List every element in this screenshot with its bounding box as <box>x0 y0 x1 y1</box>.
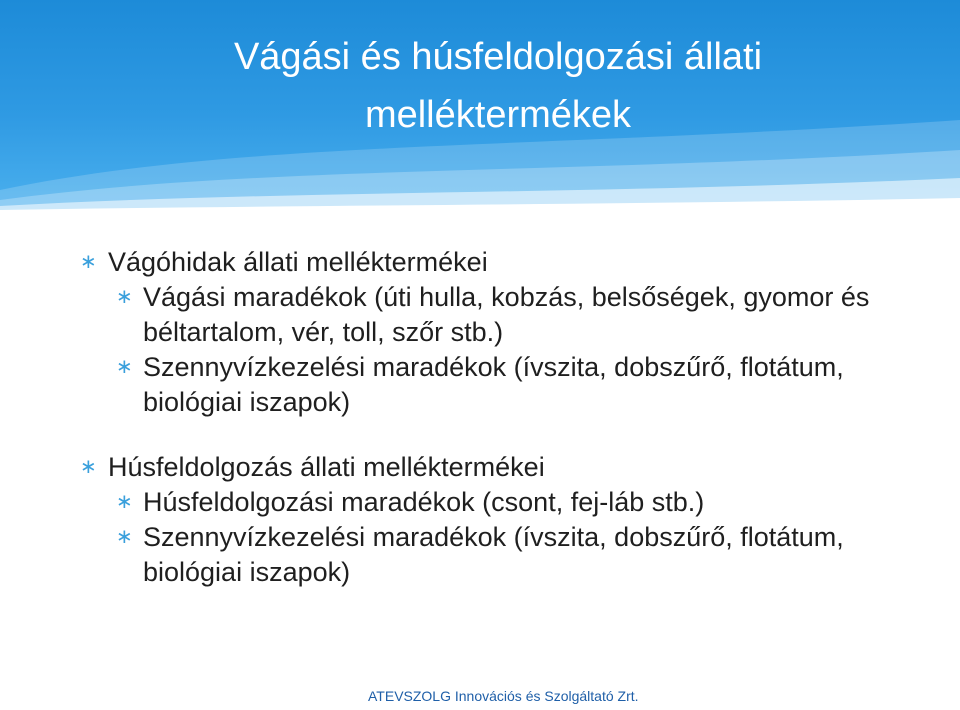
slide-title: Vágási és húsfeldolgozási állati melléktermékek <box>233 36 763 136</box>
bullet-icon: ∗ <box>116 286 133 308</box>
bullet-icon: ∗ <box>116 356 133 378</box>
section-heading-text: Húsfeldolgozás állati melléktermékei <box>108 452 545 482</box>
section-heading-text: Vágóhidak állati melléktermékei <box>108 247 488 277</box>
list-item-text: Szennyvízkezelési maradékok (ívszita, dobszűrő, flotátum, biológiai iszapok) <box>143 352 844 417</box>
list-item <box>0 280 960 350</box>
footer-credit: ATEVSZOLG Innovációs és Szolgáltató Zrt. <box>368 688 639 704</box>
list-item <box>0 350 960 420</box>
bullet-icon: ∗ <box>80 251 97 273</box>
bullet-icon: ∗ <box>116 526 133 548</box>
slide-body <box>0 245 960 590</box>
section-spacer <box>0 420 960 450</box>
title-banner <box>0 0 960 210</box>
section-heading <box>0 245 960 280</box>
list-item <box>0 485 960 520</box>
list-item-text: Szennyvízkezelési maradékok (ívszita, dobszűrő, flotátum, biológiai iszapok) <box>143 522 844 587</box>
bullet-icon: ∗ <box>116 491 133 513</box>
section-heading <box>0 450 960 485</box>
list-item-text: Vágási maradékok (úti hulla, kobzás, belsőségek, gyomor és béltartalom, vér, toll, szőr stb.) <box>143 282 870 347</box>
list-item-text: Húsfeldolgozási maradékok (csont, fej-láb stb.) <box>143 487 705 517</box>
bullet-icon: ∗ <box>80 456 97 478</box>
list-item <box>0 520 960 590</box>
